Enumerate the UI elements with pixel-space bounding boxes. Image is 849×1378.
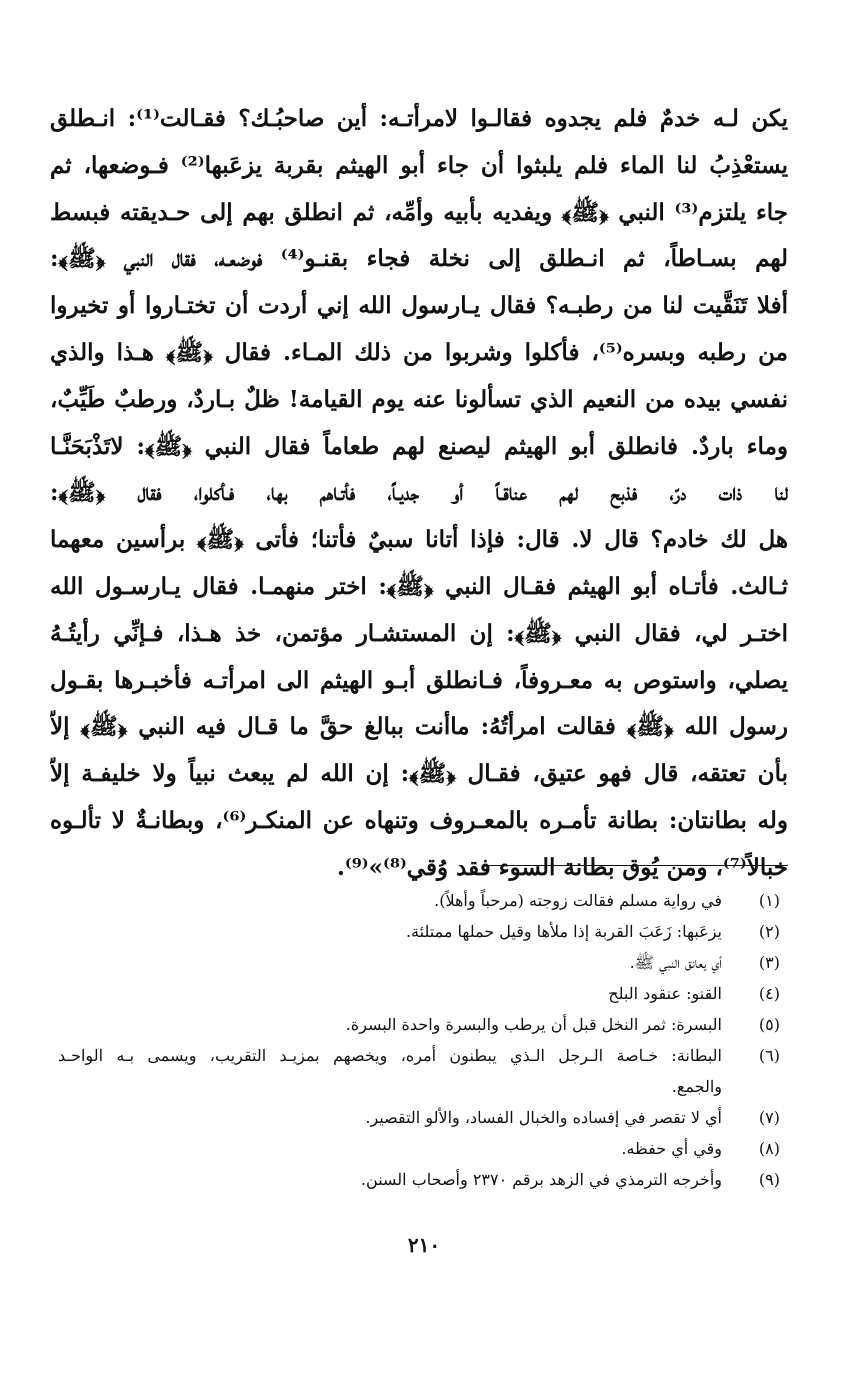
footnote-number: (١) [758, 891, 780, 910]
footnote [58, 978, 780, 1009]
footnote-text-line: والجمع. [671, 1077, 722, 1096]
footnote-text [58, 947, 722, 978]
footnote-text-line: أي لا تقصر في إفساده والخبال الفساد، والألو التقصير. [365, 1108, 722, 1127]
main-text-line: لنا ذات درّ، فذبح لهم عناقـاً أو جديـاً، فأتـاهم بها، فـأكلوا، فقال ﴿ﷺ﴾: [50, 479, 788, 507]
main-text-line: اختـر لي، فقال النبي ﴿ﷺ﴾: إن المستشـار مؤتمن، خذ هـذا، فـإنِّي رأيتُـهُ [50, 619, 788, 647]
footnote-text [58, 1009, 722, 1040]
main-text-line: لهم بسـاطاً، ثم انـطلق إلى نخلة فجاء بقنـو⁽⁴⁾ فوضعـه، فقال النبي ﴿ﷺ﴾: [50, 245, 788, 273]
footnote-text-line: يزعَبها: زَعَبَ القربة إذا ملأها وقيل حملها ممتلئة. [405, 922, 722, 941]
footnote-number: (٩) [758, 1170, 780, 1189]
footnote-number: (٧) [758, 1108, 780, 1127]
main-text-line: وماء باردٌ. فانطلق أبو الهيثم ليصنع لهم طعاماً فقال النبي ﴿ﷺ﴾: لاتَذْبَحَنَّـا [50, 432, 788, 460]
footnote-number: (٨) [758, 1139, 780, 1158]
footnote-text [58, 1133, 722, 1164]
page-number: ٢١٠ [407, 1233, 441, 1257]
footnote [58, 947, 780, 978]
footnote-number: (٤) [758, 984, 780, 1003]
main-text-line: من رطبه وبسره⁽⁵⁾، فأكلوا وشربوا من ذلك المـاء. فقال ﴿ﷺ﴾ هـذا والذي [50, 338, 788, 366]
footnote-number: (٥) [758, 1015, 780, 1034]
footnote [58, 1040, 780, 1102]
main-text-line: يصلي، واستوص به معـروفاً، فـانطلق أبـو الهيثم الى امرأتـه فأخبـرها بقـول [50, 666, 788, 694]
footnote-text-line: البطانة: خـاصة الـرجل الـذي يبطنون أمره، ويخصهم بمزيـد التقريب، ويسمى بـه الواحـد [58, 1046, 722, 1065]
main-text-line: نفسي بيده من النعيم الذي تسألونا عنه يوم القيامة! ظلٌ بـاردٌ، ورطبٌ طَيِّبٌ، [50, 385, 788, 413]
footnote-text [58, 1164, 722, 1195]
footnote-text [58, 916, 722, 947]
main-text-line: ثـالث. فأتـاه أبو الهيثم فقـال النبي ﴿ﷺ﴾: اختر منهمـا. فقال يـارسـول الله [50, 572, 788, 600]
footnote-text-line: وقي أي حفظه. [621, 1139, 722, 1158]
footnote-text-line: البسرة: ثمر النخل قبل أن يرطب والبسرة واحدة البسرة. [345, 1015, 722, 1034]
footnote [58, 885, 780, 916]
main-text-block [50, 96, 788, 892]
main-text-line: رسول الله ﴿ﷺ﴾ فقالت امرأتُهُ: ماأنت ببالغ حقَّ ما قـال فيه النبي ﴿ﷺ﴾ إلاّ [50, 713, 788, 741]
main-text-line: وله بطانتان: بطانة تأمـره بالمعـروف وتنهاه عن المنكـر⁽⁶⁾، وبطانـةٌ لا تألـوه [50, 806, 788, 834]
main-text-line: يكن لـه خدمٌ فلم يجدوه فقالـوا لامرأتـه: أين صاحبُـك؟ فقـالت⁽¹⁾: انـطلق [50, 105, 788, 132]
main-text-line: أفلا تَنَقَّيت لنا من رطبـه؟ فقال يـارسول الله إني أردت أن تختـاروا أو تخيروا [50, 292, 788, 320]
footnote-divider [483, 865, 788, 866]
footnotes-list [58, 885, 780, 1195]
footnote [58, 1133, 780, 1164]
footnote [58, 1102, 780, 1133]
footnote-number: (٦) [758, 1046, 780, 1065]
footnote [58, 1164, 780, 1195]
footnote-text [58, 1040, 722, 1102]
main-text-line: بأن تعتقه، قال فهو عتيق، فقـال ﴿ﷺ﴾: إن الله لم يبعث نبياً ولا خليفـة إلاّ [50, 760, 788, 788]
main-text-line: جاء يلتزم⁽³⁾ النبي ﴿ﷺ﴾ ويفديه بأبيه وأمِّه، ثم انطلق بهم إلى حـديقته فبسط [50, 198, 788, 226]
footnote-number: (٢) [758, 922, 780, 941]
footnote-text [58, 978, 722, 1009]
footnote [58, 1009, 780, 1040]
main-text-line: هل لك خادم؟ قال لا. قال: فإذا أتانا سبيٌ فأتنا؛ فأتى ﴿ﷺ﴾ برأسين معهما [50, 526, 788, 554]
main-text-line: يستعْذِبُ لنا الماء فلم يلبثوا أن جاء أبو الهيثم بقربة يزعَبها⁽²⁾ فـوضعها، ثم [50, 151, 788, 179]
footnote-text-line: في رواية مسلم فقالت زوجته (مرحباً وأهلاً). [434, 891, 722, 910]
footnote-text-line: وأخرجه الترمذي في الزهد برقم ٢٣٧٠ وأصحاب السنن. [360, 1170, 722, 1189]
footnote [58, 916, 780, 947]
footnote-number: (٣) [758, 953, 780, 972]
footnote-text [58, 1102, 722, 1133]
footnote-text-line: أي يعانق النبي ﷺ. [629, 953, 722, 972]
footnote-text [58, 885, 722, 916]
footnote-text-line: القنو: عنقود البلح [608, 984, 722, 1003]
main-text-line: خبالاً⁽⁷⁾، ومن يُوق بطانة السوء فقد وُقي⁽⁸⁾»⁽⁹⁾. [336, 853, 788, 881]
